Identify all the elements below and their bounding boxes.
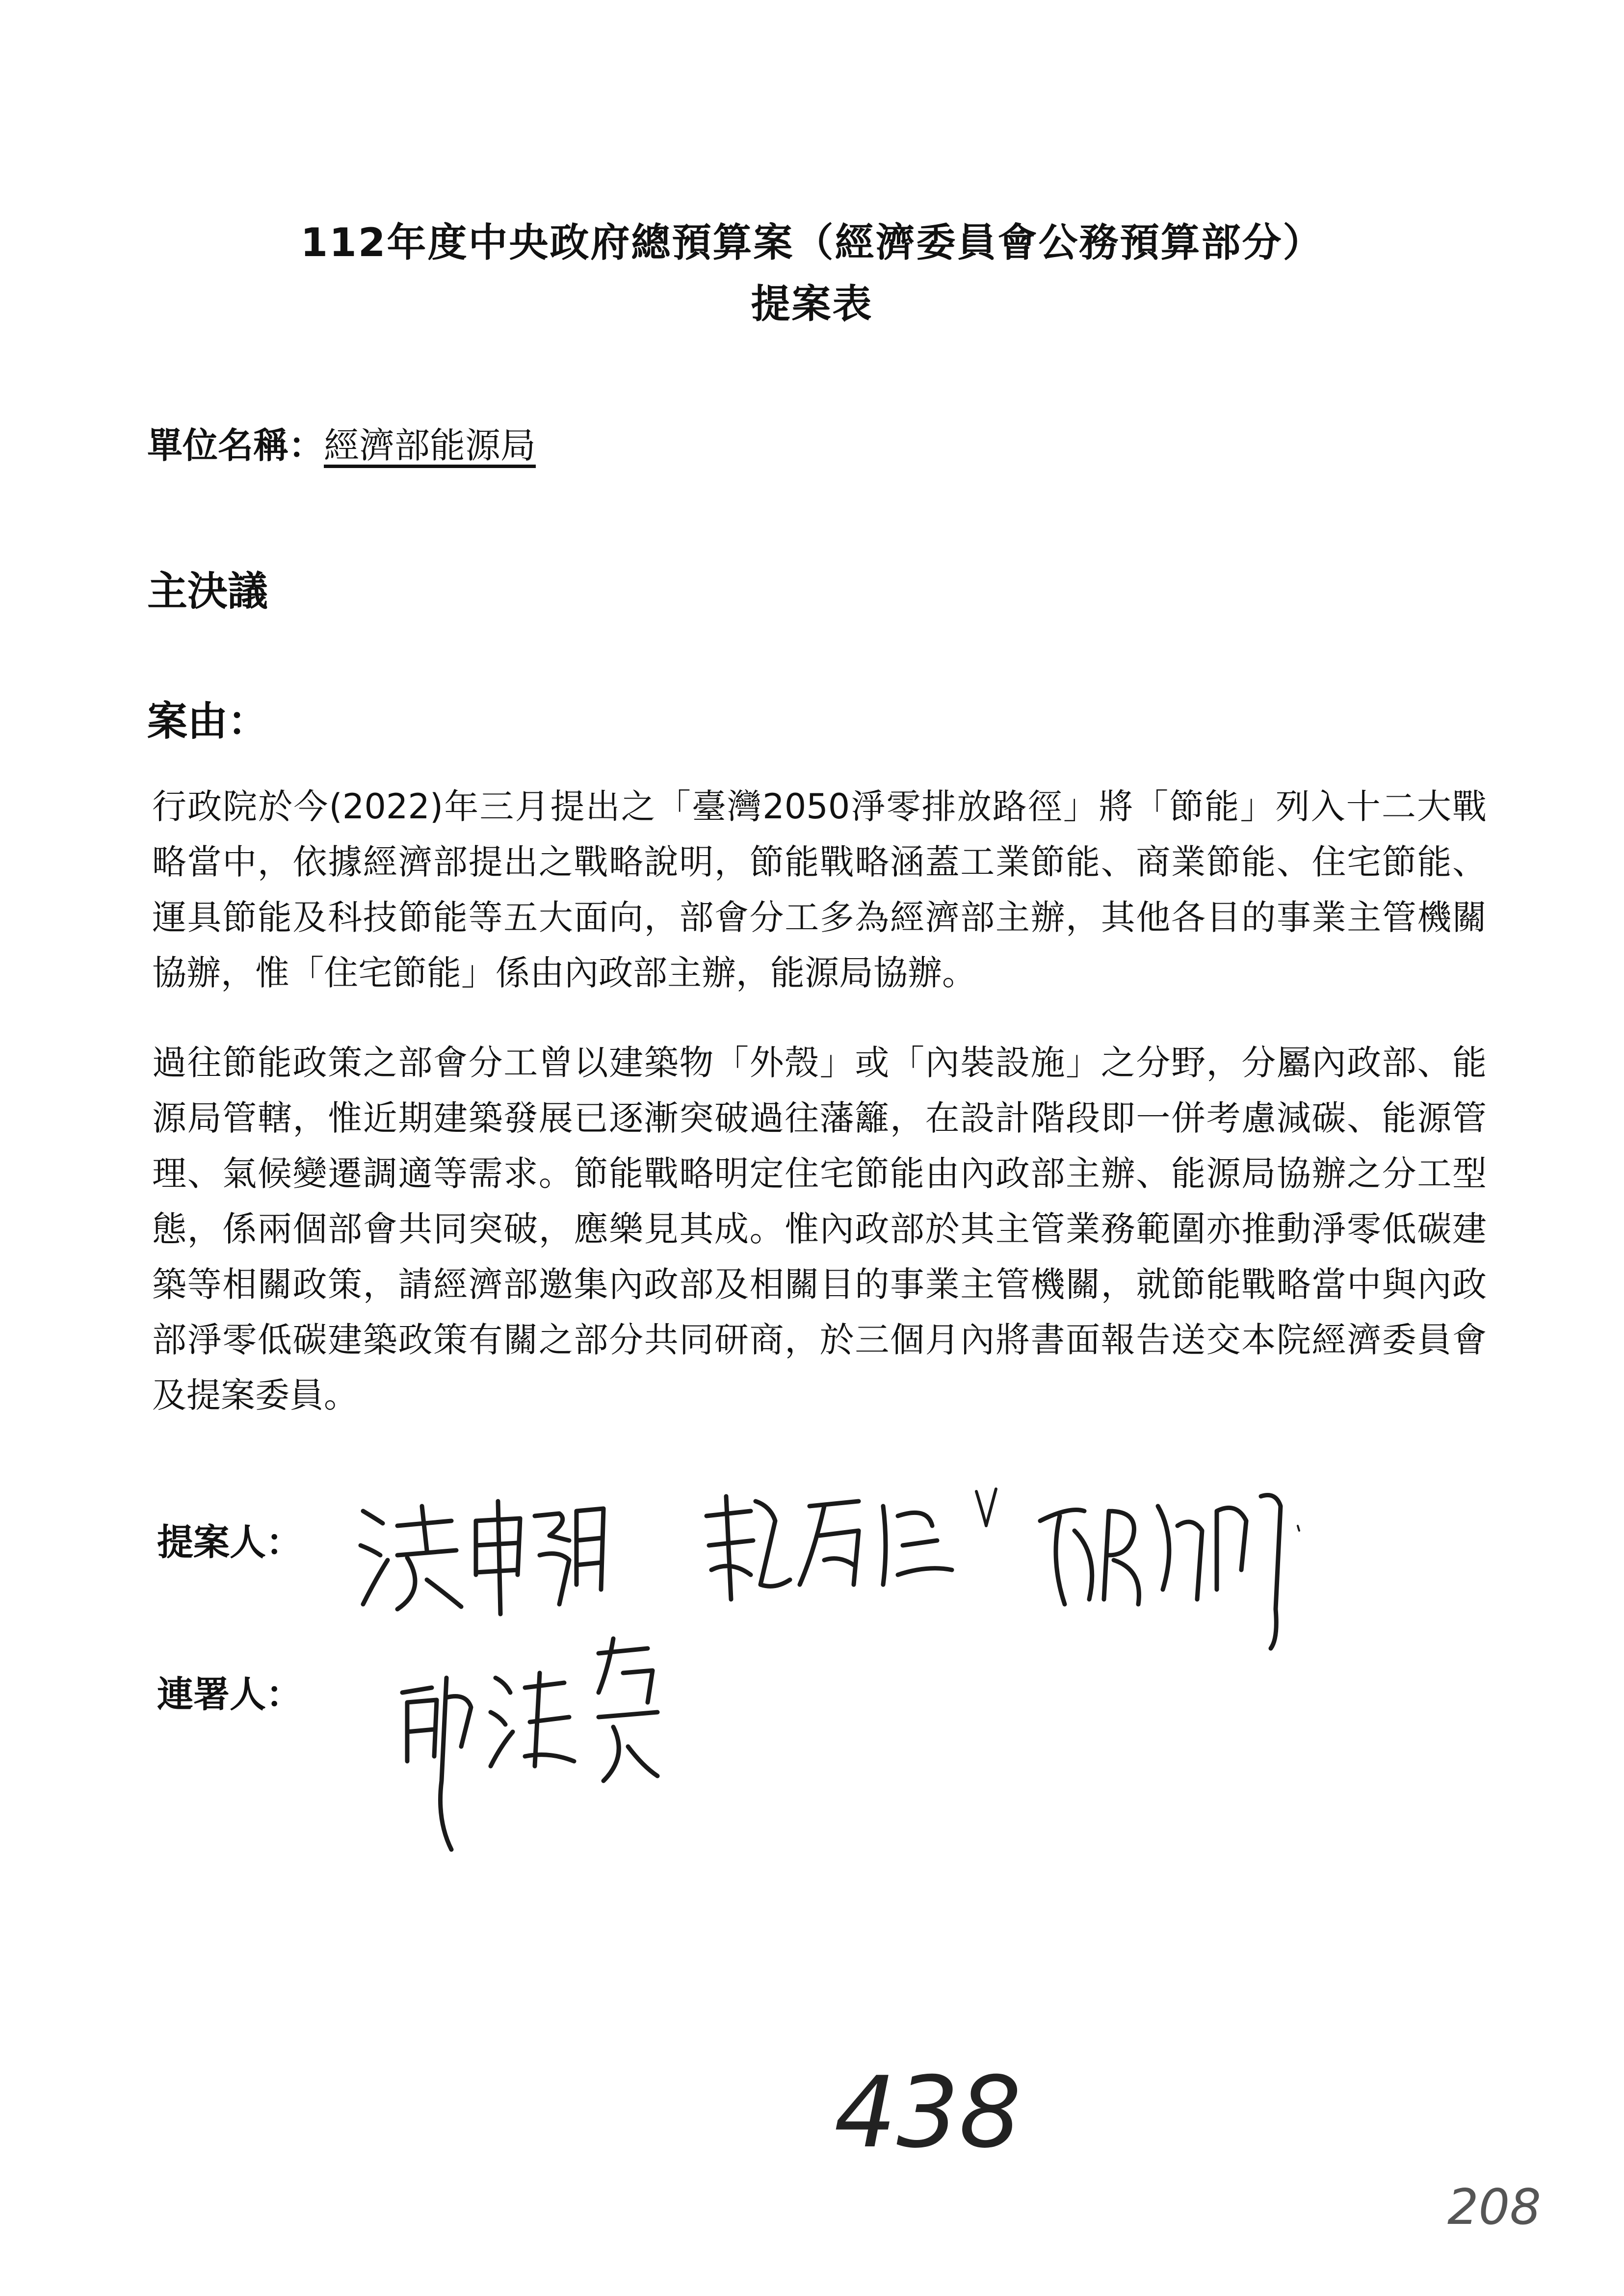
proposer-signature-2 — [697, 1487, 1001, 1604]
proposer-label: 提案人： — [157, 1521, 302, 1564]
cosigner-label: 連署人： — [157, 1673, 302, 1716]
reason-heading: 案由： — [147, 698, 268, 745]
unit-name-row — [147, 417, 536, 468]
document-subtitle: 提案表 — [751, 281, 873, 327]
document-title: 112年度中央政府總預算案（經濟委員會公務預算部分） — [300, 220, 1324, 265]
proposer-signature-3 — [1030, 1482, 1305, 1658]
cosigner-signature — [393, 1634, 667, 1859]
handwritten-small-number: 208 — [1447, 2178, 1541, 2236]
unit-name-value: 經濟部能源局 — [324, 425, 536, 466]
unit-name-label: 單位名稱： — [147, 425, 324, 466]
main-resolution-heading: 主決議 — [147, 568, 268, 615]
reason-paragraph-1: 行政院於今(2022)年三月提出之「臺灣2050淨零排放路徑」將「節能」列入十二大戰略當中，依據經濟部提出之戰略說明，節能戰略涵蓋工業節能、商業節能、住宅節能、運具節能及科技節能等五大面向，部會分工多為經濟部主辦，其他各目的事業主管機關協辦，惟「住宅節能」係由內政部主辦，能源局協辦。 — [152, 786, 1487, 993]
proposer-signature-1 — [353, 1491, 608, 1619]
handwritten-page-number: 438 — [834, 2056, 1022, 2170]
reason-paragraph-2: 過往節能政策之部會分工曾以建築物「外殼」或「內裝設施」之分野，分屬內政部、能源局管轄，惟近期建築發展已逐漸突破過往藩籬，在設計階段即一併考慮減碳、能源管理、氣候變遷調適等需求。節能戰略明定住宅節能由內政部主辦、能源局協辦之分工型態，係兩個部會共同突破，應樂見其成。惟內政部於其主管業務範圍亦推動淨零低碳建築等相關政策，請經濟部邀集內政部及相關目的事業主管機關，就節能戰略當中與內政部淨零低碳建築政策有關之部分共同研商，於三個月內將書面報告送交本院經濟委員會及提案委員。 — [152, 1043, 1487, 1415]
